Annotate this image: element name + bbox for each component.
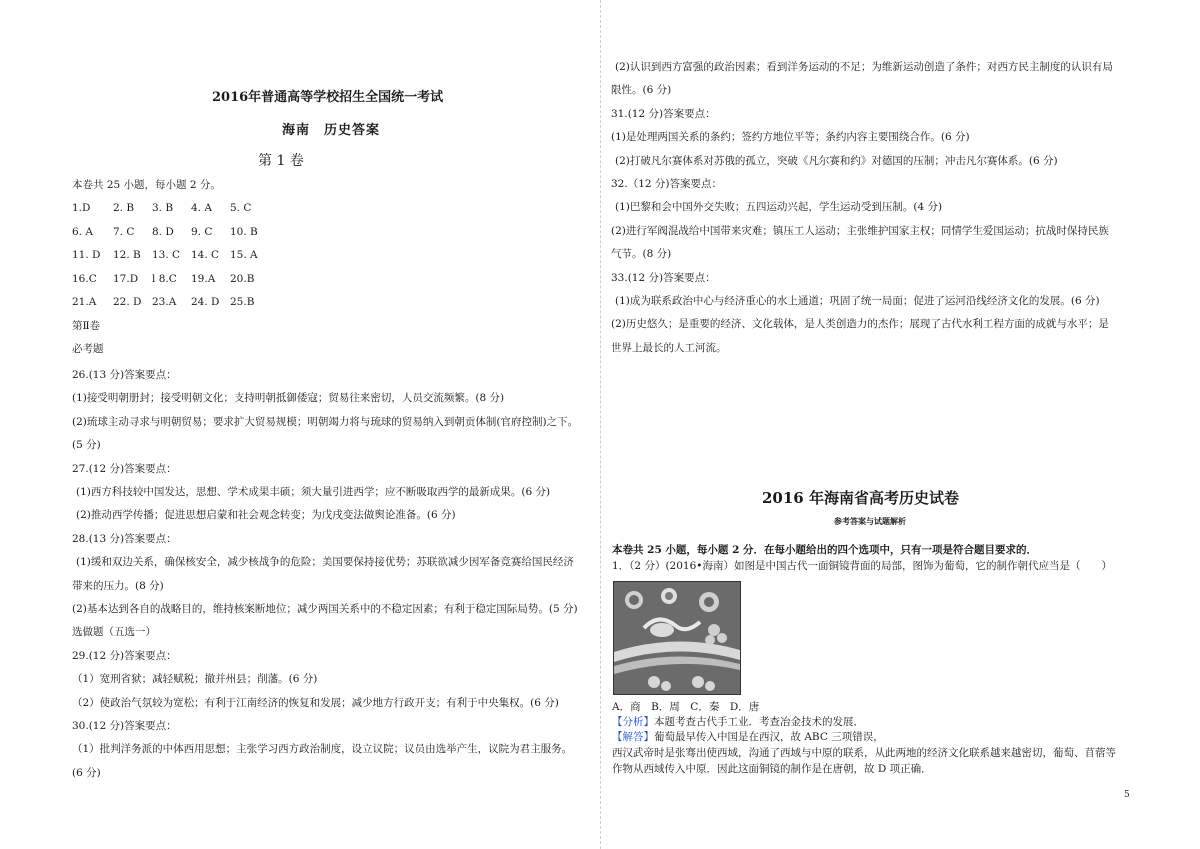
answer-cell: 20.B <box>230 272 255 285</box>
right-text-line: (1)是处理两国关系的条约；签约方地位平等；条约内容主要围绕合作。(6 分) <box>611 131 970 144</box>
right-text-line: (2)历史悠久；是重要的经济、文化载体，是人类创造力的杰作；展现了古代水利工程方面的成就与水平；是 <box>611 318 1109 331</box>
answer-line <box>612 731 884 744</box>
right-text-line: (2)进行军阀混战给中国带来灾难；镇压工人运动；主张维护国家主权；同情学生爱国运动；抗战时保持民族 <box>611 224 1109 237</box>
analysis-tag: 【分析】 <box>612 716 654 728</box>
answer-cell: 16.C <box>72 272 97 285</box>
question-1: 1．（2 分）(2016•海南）如图是中国古代一面铜镜背面的局部，图饰为葡萄，它的制作朝代应当是（ ） <box>612 560 1112 572</box>
exam-title: 2016年普通高等学校招生全国统一考试 <box>212 90 444 105</box>
left-text-line: (2)推动西学传播；促进思想启蒙和社会观念转变；为戊戌变法做舆论准备。(6 分) <box>76 509 456 522</box>
page-number: 5 <box>1124 790 1130 800</box>
left-text-line: 28.(13 分)答案要点： <box>72 532 177 545</box>
answer-cell: 14. C <box>191 249 220 261</box>
left-text-line: （1）批判洋务派的中体西用思想；主张学习西方政治制度，设立议院；议员由选举产生，议院为君主服务。 <box>72 743 573 756</box>
left-text-line: (1)西方科技较中国发达，思想、学术成果丰硕；须大量引进西学；应不断吸取西学的最新成果。(6 分) <box>76 486 551 498</box>
explanation-line-2: 作物从西域传入中原．因此这面铜镜的制作是在唐朝，故 D 项正确． <box>612 763 932 775</box>
left-text-line: （2）使政治气氛较为宽松；有利于江南经济的恢复和发展；减少地方行政开支；有利于中央集权。(6 分) <box>72 696 559 709</box>
question-1-options: A．商 B．周 C．秦 D．唐 <box>612 701 760 713</box>
left-text-line: (2)琉球主动寻求与明朝贸易；要求扩大贸易规模；明朝竭力将与琉球的贸易纳入到朝贡体制(官府控制)之下。 <box>72 415 579 428</box>
right-text-line: (1)成为联系政治中心与经济重心的水上通道；巩固了统一局面；促进了运河沿线经济文化的发展。(6 分) <box>615 295 1100 307</box>
left-text-line: 27.(12 分)答案要点： <box>72 462 177 475</box>
required-heading: 必考题 <box>72 343 104 355</box>
right-text-line: 气节。(8 分) <box>611 248 672 261</box>
paper-title: 2016 年海南省高考历史试卷 <box>762 489 959 507</box>
left-text-line: (2)基本达到各自的战略目的，维持核案断地位；减少两国关系中的不稳定因素；有利于稳定国际局势。(5 分) <box>72 603 578 615</box>
right-text-line: 32.（12 分)答案要点： <box>611 178 722 190</box>
right-text-line: (2)认识到西方富强的政治因素；看到洋务运动的不足；为维新运动创造了条件；对西方民主制度的认识有局 <box>615 61 1113 73</box>
left-text-line: 29.(12 分)答案要点： <box>72 649 177 662</box>
answer-cell: 23.A <box>152 296 177 308</box>
left-text-line: 带来的压力。(8 分) <box>72 579 164 592</box>
right-text-line: 限性。(6 分) <box>611 84 672 97</box>
left-text-line: 26.(13 分)答案要点： <box>72 369 177 381</box>
left-text-line: (5 分) <box>72 439 101 452</box>
answer-cell: 2. B <box>113 202 135 214</box>
section-intro: 本卷共 25 小题，每小题 2 分．在每小题给出的四个选项中，只有一项是符合题目要求的． <box>612 544 1038 556</box>
answer-cell: 19.A <box>191 272 216 285</box>
volume-1-intro: 本卷共 25 小题，每小题 2 分。 <box>72 179 221 191</box>
answer-text: 葡萄最早传入中国是在西汉，故 ABC 三项错误， <box>654 731 884 743</box>
volume-2-heading: 第Ⅱ卷 <box>72 320 101 332</box>
left-text-line: (1)缓和双边关系，确保核安全，减少核战争的危险；美国要保持接优势；苏联欲减少因军备竞赛给国民经济 <box>76 556 574 569</box>
analysis-line <box>612 716 864 729</box>
page-divider <box>600 0 601 849</box>
right-text-line: (2)打破凡尔赛体系对苏俄的孤立，突破《凡尔赛和约》对德国的压制；冲击凡尔赛体系。(6 分) <box>615 154 1058 167</box>
answer-cell: 22. D <box>113 296 142 308</box>
explanation-line-1: 西汉武帝时是张骞出使西域，沟通了西域与中原的联系，从此两地的经济文化联系越来越密切，葡萄、苜蓿等 <box>612 747 1116 759</box>
answer-cell: 5. C <box>230 202 252 214</box>
answer-cell: 10. B <box>230 225 258 238</box>
answer-cell: 13. C <box>152 249 181 261</box>
right-text-line: 33.(12 分)答案要点： <box>611 271 716 284</box>
answer-cell: 25.B <box>230 296 255 308</box>
answer-cell: 24. D <box>191 296 220 308</box>
exam-subtitle: 海南 历史答案 <box>282 123 381 138</box>
left-text-line: (1)接受明朝册封；接受明朝文化；支持明朝抵御倭寇；贸易往来密切，人员交流频繁。(8 分) <box>72 392 505 405</box>
answer-cell: 11. D <box>72 249 101 261</box>
left-text-line: (6 分) <box>72 766 101 779</box>
volume-1-heading: 第 1 卷 <box>258 153 304 169</box>
analysis-text: 本题考查古代手工业．考查冶金技术的发展． <box>654 716 864 728</box>
bronze-mirror-photo <box>613 581 741 695</box>
paper-subtitle: 参考答案与试题解析 <box>834 516 906 526</box>
right-text-line: (1)巴黎和会中国外交失败；五四运动兴起，学生运动受到压制。(4 分) <box>615 201 943 214</box>
answer-tag: 【解答】 <box>612 731 654 743</box>
right-text-line: 世界上最长的人工河流。 <box>611 341 727 354</box>
answer-cell: 21.A <box>72 296 97 308</box>
answer-cell: 17.D <box>113 272 139 285</box>
answer-cell: 3. B <box>152 202 174 214</box>
left-text-line: （1）宽刑省狱；减轻赋税；撤并州县；削藩。(6 分) <box>72 673 318 686</box>
answer-cell: l 8.C <box>152 272 177 285</box>
answer-cell: 9. C <box>191 225 213 238</box>
answer-cell: 7. C <box>113 225 135 238</box>
left-text-line: 30.(12 分)答案要点： <box>72 720 177 732</box>
answer-cell: 8. D <box>152 225 174 238</box>
left-text-line: 选做题（五选一） <box>72 626 156 639</box>
answer-cell: 1.D <box>72 202 91 214</box>
answer-cell: 12. B <box>113 249 141 261</box>
answer-cell: 6. A <box>72 225 93 238</box>
right-text-line: 31.(12 分)答案要点： <box>611 107 716 120</box>
answer-cell: 15. A <box>230 249 258 261</box>
answer-cell: 4. A <box>191 202 212 214</box>
